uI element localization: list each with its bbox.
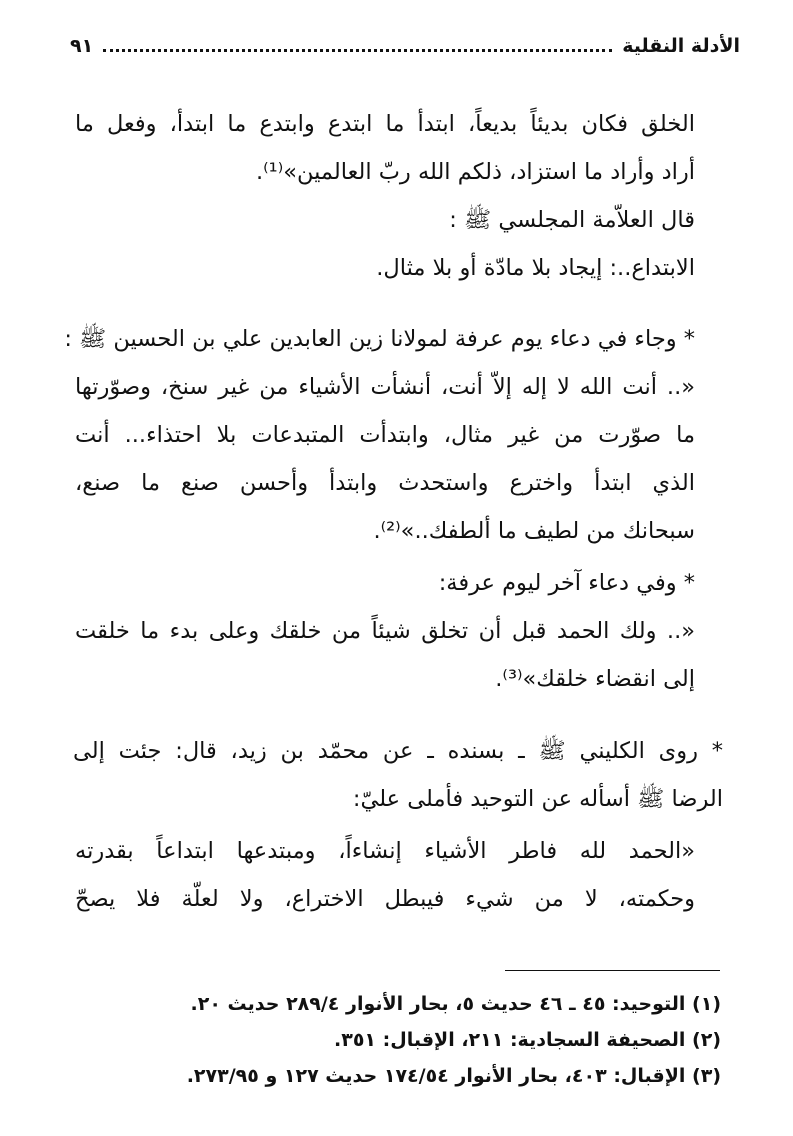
- body-line: وحكمته، لا من شيء فيبطل الاختراع، ولا لعلّة فلا يصحّ: [75, 886, 695, 912]
- dotted-leader: [103, 49, 612, 52]
- header-title: الأدلة النقلية: [622, 35, 740, 57]
- body-line: أراد وأراد ما استزاد، ذلكم الله ربّ العالمين»⁽¹⁾.: [255, 159, 695, 185]
- running-header: [70, 28, 740, 64]
- body-line: الخلق فكان بديئاً بديعاً، ابتدأ ما ابتدع وابتدع ما ابتدأ، وفعل ما: [75, 111, 695, 137]
- body-line: * وجاء في دعاء يوم عرفة لمولانا زين العابدين علي بن الحسين ﷺ :: [64, 326, 695, 352]
- body-line: «الحمد لله فاطر الأشياء إنشاءاً، ومبتدعها ابتداعاً بقدرته: [75, 838, 695, 864]
- body-line: الرضا ﷺ أسأله عن التوحيد فأملى عليّ:: [352, 786, 723, 812]
- body-line: قال العلاّمة المجلسي ﷺ :: [449, 207, 695, 233]
- footnote: (١) التوحيد: ٤٥ ـ ٤٦ حديث ٥، بحار الأنوار ٢٨٩/٤ حديث ٢٠.: [190, 993, 721, 1015]
- body-line: الذي ابتدأ واخترع واستحدث وابتدأ وأحسن صنع ما صنع،: [75, 470, 695, 496]
- body-line: * روى الكليني ﷺ ـ بسنده ـ عن محمّد بن زيد، قال: جئت إلى: [73, 738, 723, 764]
- body-line: ما صوّرت من غير مثال، وابتدأت المتبدعات بلا احتذاء... أنت: [75, 422, 695, 448]
- body-line: «.. أنت الله لا إله إلاّ أنت، أنشأت الأشياء من غير سنخ، وصوّرتها: [75, 374, 695, 400]
- body-line: سبحانك من لطيف ما ألطفك..»⁽²⁾.: [373, 518, 695, 544]
- body-line: * وفي دعاء آخر ليوم عرفة:: [438, 570, 695, 596]
- page-number: ٩١: [70, 35, 94, 57]
- footnote: (٢) الصحيفة السجادية: ٢١١، الإقبال: ٣٥١.: [334, 1029, 721, 1051]
- body-line: «.. ولك الحمد قبل أن تخلق شيئاً من خلقك وعلى بدء ما خلقت: [75, 618, 695, 644]
- body-line: الابتداع..: إيجاد بلا مادّة أو بلا مثال.: [376, 255, 695, 281]
- footnote: (٣) الإقبال: ٤٠٣، بحار الأنوار ١٧٤/٥٤ حديث ١٢٧ و ٢٧٣/٩٥.: [186, 1065, 721, 1087]
- body-line: إلى انقضاء خلقك»⁽³⁾.: [495, 666, 695, 692]
- footnote-separator: [505, 970, 720, 971]
